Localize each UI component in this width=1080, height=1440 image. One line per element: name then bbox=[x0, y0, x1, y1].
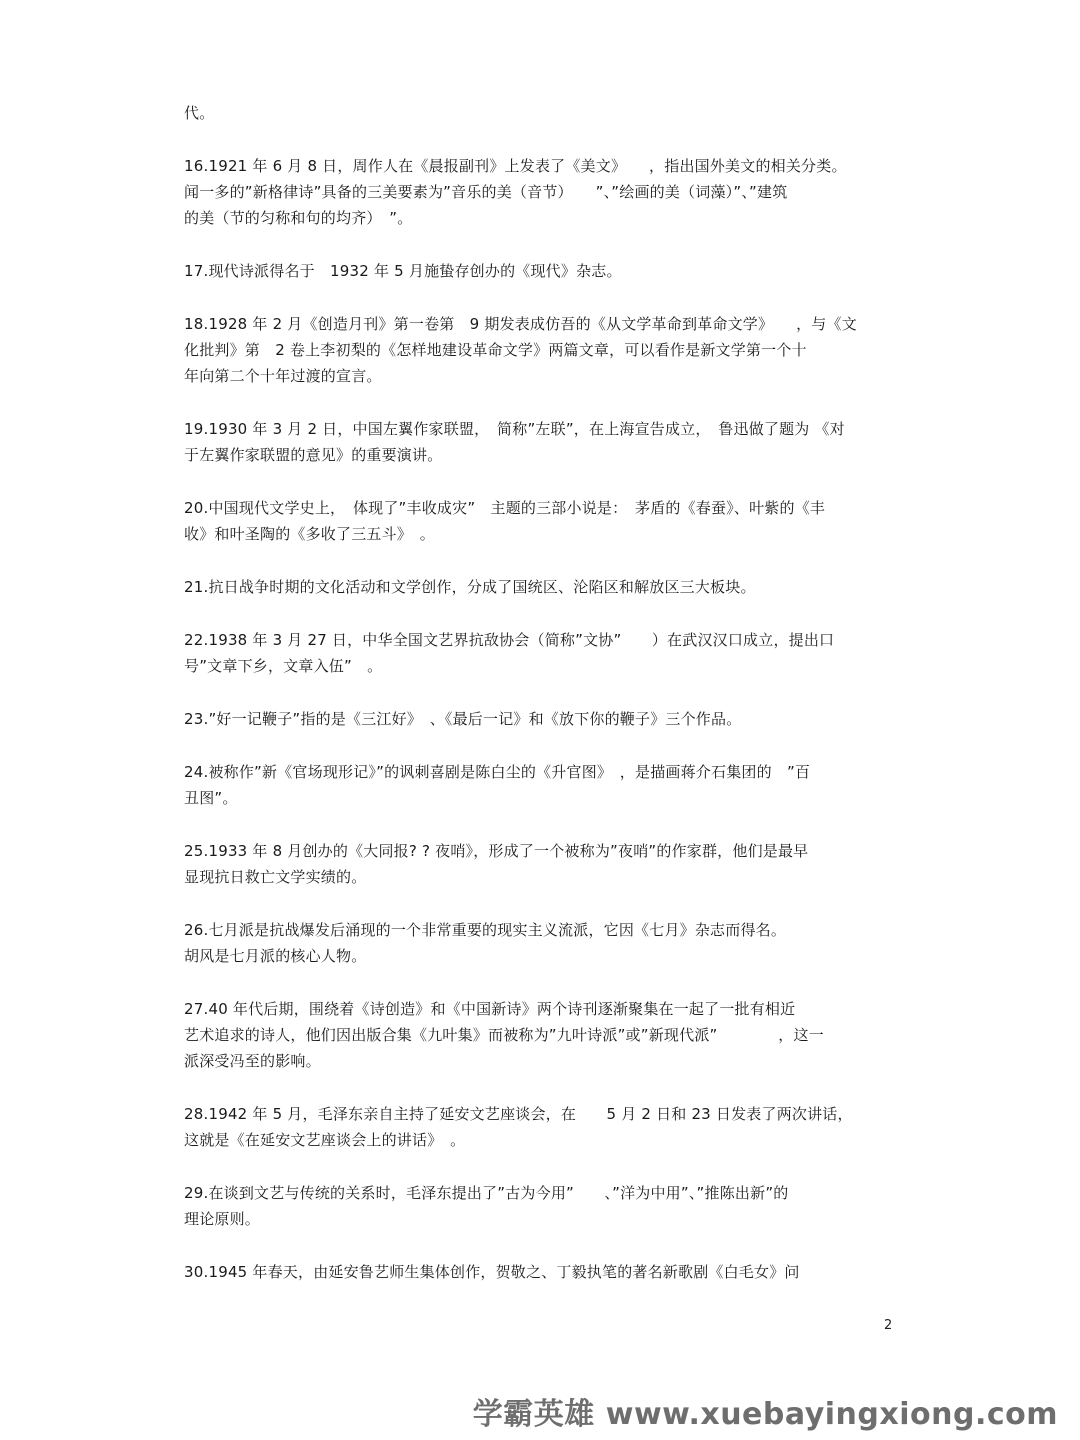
paragraph bbox=[184, 706, 900, 732]
text-line: 19.1930 年 3 月 2 日，中国左翼作家联盟， 简称”左联”，在上海宣告成立， 鲁迅做了题为 《对 bbox=[184, 420, 845, 438]
text-line: 30.1945 年春天，由延安鲁艺师生集体创作，贺敬之、丁毅执笔的著名新歌剧《白毛女》问 bbox=[184, 1263, 800, 1281]
paragraph bbox=[184, 627, 900, 679]
paragraph-gap bbox=[184, 600, 900, 627]
text-line: 派深受冯至的影响。 bbox=[184, 1052, 321, 1070]
paragraph bbox=[184, 917, 900, 969]
document-body bbox=[184, 100, 900, 1285]
text-line: 于左翼作家联盟的意见》的重要演讲。 bbox=[184, 446, 443, 464]
text-line: 24.被称作”新《官场现形记》”的讽刺喜剧是陈白尘的《升官图》 ，是描画蒋介石集团的 ”百 bbox=[184, 763, 811, 781]
text-line: 年向第二个十年过渡的宣言。 bbox=[184, 367, 382, 385]
text-line: 代。 bbox=[184, 104, 215, 122]
text-line: 化批判》第 2 卷上李初梨的《怎样地建设革命文学》两篇文章，可以看作是新文学第一个十 bbox=[184, 341, 807, 359]
paragraph bbox=[184, 495, 900, 547]
text-line: 18.1928 年 2 月《创造月刊》第一卷第 9 期发表成仿吾的《从文学革命到革命文学》 ，与《文 bbox=[184, 315, 857, 333]
site-watermark: 学霸英雄 www.xuebayingxiong.com bbox=[472, 1397, 1058, 1432]
text-line: 23.”好一记鞭子”指的是《三江好》 、《最后一记》和《放下你的鞭子》三个作品。 bbox=[184, 710, 742, 728]
paragraph bbox=[184, 838, 900, 890]
paragraph bbox=[184, 1180, 900, 1232]
paragraph-gap bbox=[184, 969, 900, 996]
text-line: 胡风是七月派的核心人物。 bbox=[184, 947, 367, 965]
paragraph-gap bbox=[184, 890, 900, 917]
paragraph-gap bbox=[184, 284, 900, 311]
text-line: 显现抗日救亡文学实绩的。 bbox=[184, 868, 367, 886]
paragraph-gap bbox=[184, 389, 900, 416]
paragraph-gap bbox=[184, 1232, 900, 1259]
text-line: 丑图”。 bbox=[184, 789, 238, 807]
paragraph bbox=[184, 996, 900, 1074]
text-line: 艺术追求的诗人，他们因出版合集《九叶集》而被称为”九叶诗派”或”新现代派” ，这一 bbox=[184, 1026, 824, 1044]
paragraph-gap bbox=[184, 1153, 900, 1180]
text-line: 21.抗日战争时期的文化活动和文学创作，分成了国统区、沦陷区和解放区三大板块。 bbox=[184, 578, 756, 596]
paragraph bbox=[184, 311, 900, 389]
text-line: 的美（节的匀称和句的均齐） ”。 bbox=[184, 209, 413, 227]
text-line: 闻一多的”新格律诗”具备的三美要素为”音乐的美（音节） ”、”绘画的美（词藻）”、”建筑 bbox=[184, 183, 788, 201]
paragraph-gap bbox=[184, 811, 900, 838]
paragraph-gap bbox=[184, 732, 900, 759]
paragraph-gap bbox=[184, 679, 900, 706]
paragraph bbox=[184, 574, 900, 600]
paragraph bbox=[184, 258, 900, 284]
text-line: 这就是《在延安文艺座谈会上的讲话》 。 bbox=[184, 1131, 466, 1149]
page-number: 2 bbox=[884, 1318, 893, 1333]
text-line: 20.中国现代文学史上， 体现了”丰收成灾” 主题的三部小说是： 茅盾的《春蚕》、叶紫的《丰 bbox=[184, 499, 826, 517]
paragraph bbox=[184, 759, 900, 811]
text-line: 28.1942 年 5 月，毛泽东亲自主持了延安文艺座谈会，在 5 月 2 日和 23 日发表了两次讲话， bbox=[184, 1105, 853, 1123]
paragraph-gap bbox=[184, 468, 900, 495]
paragraph bbox=[184, 153, 900, 231]
text-line: 理论原则。 bbox=[184, 1210, 261, 1228]
paragraph bbox=[184, 100, 900, 126]
paragraph bbox=[184, 416, 900, 468]
text-line: 25.1933 年 8 月创办的《大同报? ? 夜哨》，形成了一个被称为”夜哨”的作家群，他们是最早 bbox=[184, 842, 809, 860]
text-line: 26.七月派是抗战爆发后涌现的一个非常重要的现实主义流派，它因《七月》杂志而得名。 bbox=[184, 921, 787, 939]
paragraph-gap bbox=[184, 1074, 900, 1101]
paragraph-gap bbox=[184, 231, 900, 258]
paragraph-gap bbox=[184, 126, 900, 153]
text-line: 号”文章下乡，文章入伍” 。 bbox=[184, 657, 383, 675]
paragraph bbox=[184, 1259, 900, 1285]
paragraph bbox=[184, 1101, 900, 1153]
text-line: 27.40 年代后期，围绕着《诗创造》和《中国新诗》两个诗刊逐渐聚集在一起了一批有相近 bbox=[184, 1000, 796, 1018]
text-line: 17.现代诗派得名于 1932 年 5 月施蛰存创办的《现代》杂志。 bbox=[184, 262, 622, 280]
text-line: 收》和叶圣陶的《多收了三五斗》 。 bbox=[184, 525, 435, 543]
text-line: 22.1938 年 3 月 27 日，中华全国文艺界抗敌协会（简称”文协” ）在武汉汉口成立，提出口 bbox=[184, 631, 835, 649]
paragraph-gap bbox=[184, 547, 900, 574]
text-line: 29.在谈到文艺与传统的关系时，毛泽东提出了”古为今用” 、”洋为中用”、”推陈出新”的 bbox=[184, 1184, 789, 1202]
text-line: 16.1921 年 6 月 8 日，周作人在《晨报副刊》上发表了《美文》 ，指出国外美文的相关分类。 bbox=[184, 157, 847, 175]
